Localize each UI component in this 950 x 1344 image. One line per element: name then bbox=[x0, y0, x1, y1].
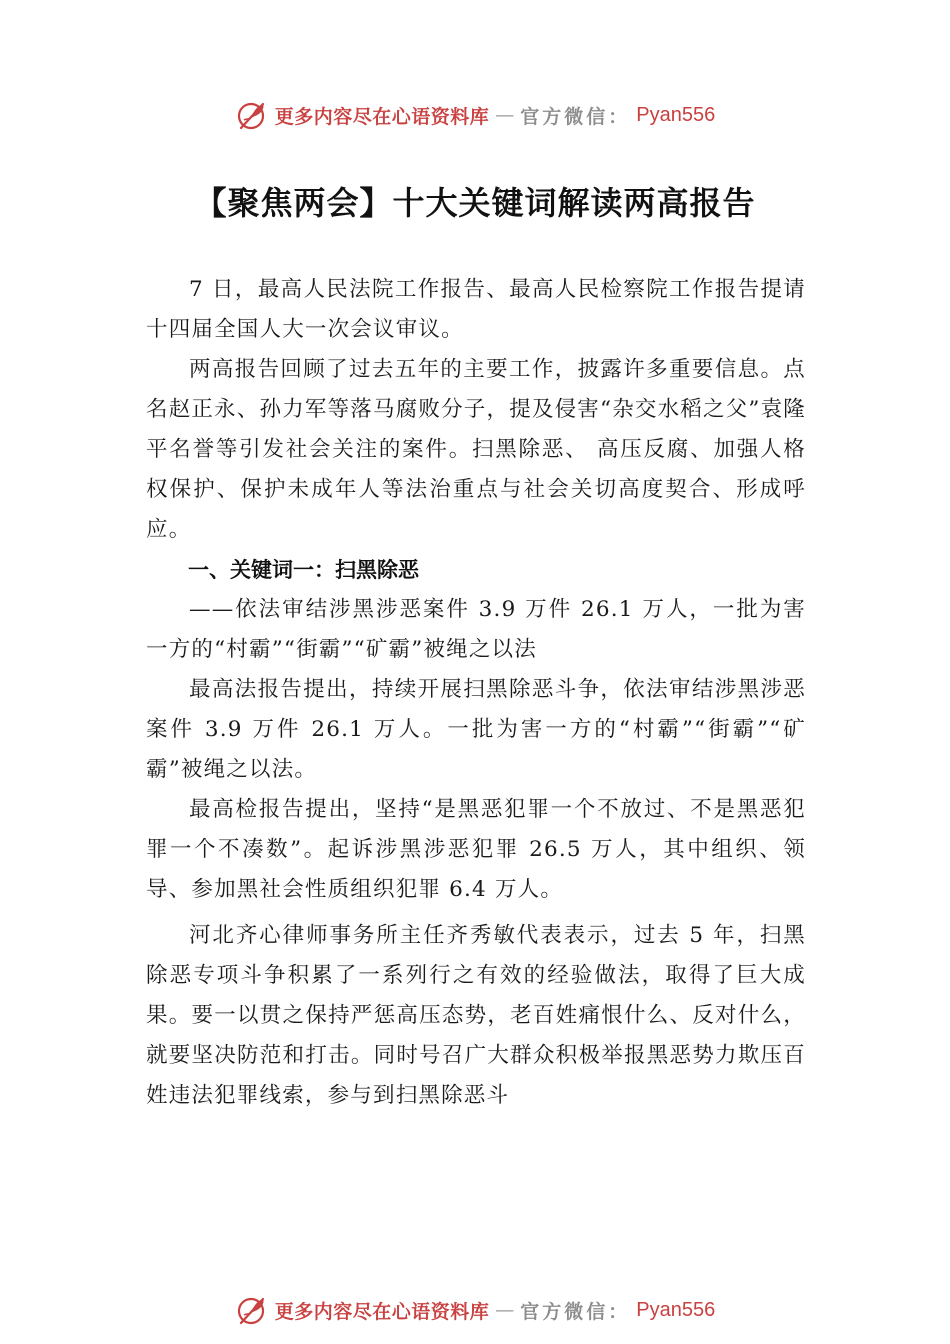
banner-wechat-id: Pyan556 bbox=[636, 1298, 716, 1321]
paragraph-subtitle: ——依法审结涉黑涉恶案件 3.9 万件 26.1 万人，一批为害一方的“村霸”“街霸”“矿霸”被绳之以法 bbox=[146, 597, 806, 662]
header-watermark-banner bbox=[0, 95, 950, 135]
banner-wechat-label: 官方微信： bbox=[520, 105, 631, 128]
section-heading: 一、关键词一：扫黑除恶 bbox=[188, 558, 419, 582]
paragraph: 河北齐心律师事务所主任齐秀敏代表表示，过去 5 年，扫黑除恶专项斗争积累了一系列行之有效的经验做法，取得了巨大成果。要一以贯之保持严惩高压态势，老百姓痛恨什么、反对什么，就要坚决防范和打击。同时号召广大群众积极举报黑恶势力欺压百姓违法犯罪线索，参与到扫黑除恶斗 bbox=[146, 923, 806, 1108]
banner-text: 更多内容尽在心语资料库 bbox=[274, 1300, 490, 1323]
document-title: 【聚焦两会】十大关键词解读两高报告 bbox=[194, 184, 756, 222]
banner-dash: — bbox=[495, 104, 515, 126]
paragraph: 两高报告回顾了过去五年的主要工作，披露许多重要信息。点名赵正永、孙力军等落马腐败分子，提及侵害“杂交水稻之父”袁隆平名誉等引发社会关注的案件。扫黑除恶、 高压反腐、加强人格权保护、保护未成年人等法治重点与社会关切高度契合、形成呼应。 bbox=[146, 357, 806, 542]
document-body bbox=[146, 270, 806, 1116]
paragraph: 最高法报告提出，持续开展扫黑除恶斗争，依法审结涉黑涉恶案件 3.9 万件 26.1 万人。一批为害一方的“村霸”“街霸”“矿霸”被绳之以法。 bbox=[146, 677, 806, 782]
banner-wechat-id: Pyan556 bbox=[636, 103, 716, 126]
banner-dash: — bbox=[495, 1299, 515, 1321]
paragraph: 7 日，最高人民法院工作报告、最高人民检察院工作报告提请十四届全国人大一次会议审议。 bbox=[146, 277, 806, 342]
banner-wechat-label: 官方微信： bbox=[520, 1300, 631, 1323]
quill-logo-icon bbox=[235, 1293, 269, 1327]
banner-text: 更多内容尽在心语资料库 bbox=[274, 105, 490, 128]
paragraph: 最高检报告提出，坚持“是黑恶犯罪一个不放过、不是黑恶犯罪一个不凑数”。起诉涉黑涉恶犯罪 26.5 万人，其中组织、领导、参加黑社会性质组织犯罪 6.4 万人。 bbox=[146, 797, 806, 902]
footer-watermark-banner bbox=[0, 1290, 950, 1330]
quill-logo-icon bbox=[235, 98, 269, 132]
